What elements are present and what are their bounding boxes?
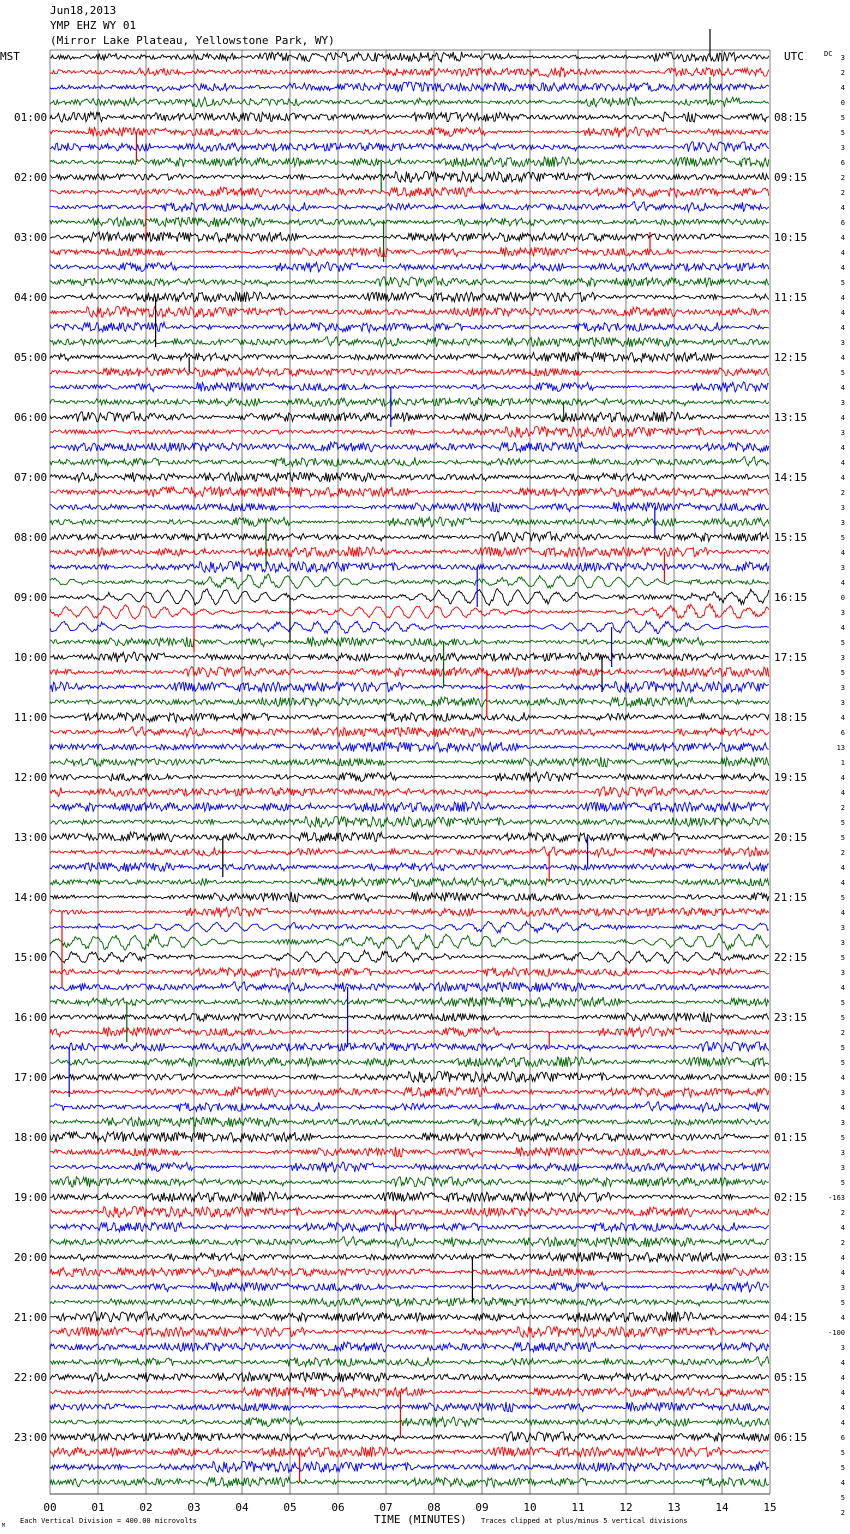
dc-offset: 5 — [840, 954, 845, 962]
x-tick-label: 15 — [763, 1501, 777, 1514]
dc-offset: 5 — [840, 279, 845, 287]
dc-offset: 3 — [840, 429, 845, 437]
trace-row-51 — [50, 817, 769, 828]
dc-offset: 4 — [840, 444, 845, 452]
mst-hour-labels — [14, 111, 47, 1444]
trace-row-64 — [50, 1012, 769, 1022]
utc-hour-label: 01:15 — [774, 1131, 808, 1144]
x-tick-label: 00 — [43, 1501, 57, 1514]
utc-hour-label: 09:15 — [774, 171, 808, 184]
trace-row-77 — [50, 1207, 769, 1218]
dc-offset: 4 — [840, 1314, 845, 1322]
utc-hour-label: 17:15 — [774, 651, 808, 664]
x-tick-label: 11 — [571, 1501, 585, 1514]
dc-offset: 4 — [840, 1419, 845, 1427]
dc-offset: 5 — [840, 1179, 845, 1187]
x-tick-label: 05 — [283, 1501, 297, 1514]
trace-row-22 — [50, 382, 769, 392]
x-tick-label: 07 — [379, 1501, 393, 1514]
utc-hour-label: 12:15 — [774, 351, 808, 364]
utc-label: UTC — [784, 50, 804, 63]
trace-row-70 — [50, 1102, 769, 1112]
x-tick-label: 10 — [523, 1501, 537, 1514]
dc-offset: 5 — [840, 1464, 845, 1472]
mst-hour-label: 02:00 — [14, 171, 48, 184]
trace-row-67 — [50, 1057, 769, 1067]
dc-offset: 4 — [840, 354, 845, 362]
dc-offset: 4 — [840, 384, 845, 392]
trace-row-36 — [50, 589, 769, 606]
dc-offset: 4 — [840, 714, 845, 722]
trace-row-68 — [50, 1072, 769, 1083]
mst-hour-label: 14:00 — [14, 891, 48, 904]
station-location: (Mirror Lake Plateau, Yellowstone Park, WY) — [50, 34, 335, 47]
dc-offset: 5 — [840, 639, 845, 647]
x-tick-label: 01 — [91, 1501, 105, 1514]
trace-row-32 — [50, 532, 769, 542]
dc-offset: 3 — [840, 54, 845, 62]
trace-row-61 — [50, 967, 769, 977]
trace-row-7 — [50, 157, 769, 167]
dc-offset: 3 — [840, 654, 845, 662]
dc-offset: 4 — [840, 984, 845, 992]
dc-offset: 3 — [840, 564, 845, 572]
dc-offset: 4 — [840, 1254, 845, 1262]
x-tick-label: 03 — [187, 1501, 201, 1514]
dc-offset: 5 — [840, 114, 845, 122]
utc-hour-label: 14:15 — [774, 471, 808, 484]
dc-offset: 5 — [840, 834, 845, 842]
dc-offset: 4 — [840, 474, 845, 482]
mst-hour-label: 06:00 — [14, 411, 48, 424]
dc-offset: 5 — [840, 1494, 845, 1502]
x-tick-label: 12 — [619, 1501, 633, 1514]
station-code: YMP EHZ WY 01 — [50, 19, 137, 32]
trace-row-50 — [50, 802, 769, 812]
dc-offset: 3 — [840, 1164, 845, 1172]
dc-offset: 4 — [840, 324, 845, 332]
trace-row-69 — [50, 1087, 769, 1097]
dc-offset: 0 — [840, 99, 845, 107]
mst-hour-label: 07:00 — [14, 471, 48, 484]
dc-offset: 2 — [840, 849, 845, 857]
trace-row-86 — [50, 1342, 769, 1352]
trace-row-79 — [50, 1237, 769, 1247]
dc-offset: 4 — [840, 264, 845, 272]
mst-hour-label: 08:00 — [14, 531, 48, 544]
dc-offset: 3 — [840, 144, 845, 152]
mst-hour-label: 19:00 — [14, 1191, 48, 1204]
trace-row-95 — [50, 1477, 769, 1487]
dc-offset: 2 — [840, 69, 845, 77]
trace-row-16 — [50, 292, 769, 302]
trace-row-28 — [50, 472, 769, 482]
dc-offset: 5 — [840, 1044, 845, 1052]
trace-row-39 — [50, 637, 769, 647]
utc-hour-label: 19:15 — [774, 771, 808, 784]
dc-offset: 4 — [840, 459, 845, 467]
utc-hour-label: 02:15 — [774, 1191, 808, 1204]
x-axis-title: TIME (MINUTES) — [374, 1513, 467, 1526]
dc-offset: 5 — [840, 369, 845, 377]
trace-row-33 — [50, 547, 769, 557]
dc-offset: 3 — [840, 1149, 845, 1157]
mst-hour-label: 01:00 — [14, 111, 48, 124]
dc-offset: 3 — [840, 1089, 845, 1097]
dc-offset: 6 — [840, 219, 845, 227]
dc-offset: 1 — [840, 759, 845, 767]
dc-offset: 3 — [840, 684, 845, 692]
dc-offset: 2 — [840, 174, 845, 182]
trace-row-24 — [50, 412, 769, 422]
dc-offset: 4 — [840, 1104, 845, 1112]
mst-hour-label: 21:00 — [14, 1311, 48, 1324]
trace-row-37 — [50, 604, 769, 619]
dc-offset: 5 — [840, 1014, 845, 1022]
trace-row-65 — [50, 1027, 769, 1037]
mst-hour-label: 12:00 — [14, 771, 48, 784]
dc-offset: 4 — [840, 1404, 845, 1412]
trace-row-87 — [50, 1357, 769, 1367]
mst-hour-label: 10:00 — [14, 651, 48, 664]
dc-offset: 4 — [840, 249, 845, 257]
dc-offset: 2 — [840, 1239, 845, 1247]
clip-note: Traces clipped at plus/minus 5 vertical divisions — [481, 1517, 688, 1525]
dc-offset: 3 — [840, 504, 845, 512]
mst-hour-label: 22:00 — [14, 1371, 48, 1384]
trace-row-84 — [50, 1312, 769, 1322]
dc-offset: 3 — [840, 609, 845, 617]
dc-offset: 13 — [836, 744, 845, 752]
trace-row-52 — [50, 832, 769, 842]
trace-row-76 — [50, 1192, 769, 1202]
dc-offset: 4 — [840, 1389, 845, 1397]
trace-row-23 — [50, 398, 769, 406]
dc-offset: 4 — [840, 1359, 845, 1367]
dc-offset: 4 — [840, 309, 845, 317]
trace-row-93 — [50, 1447, 769, 1457]
trace-row-5 — [50, 127, 769, 137]
utc-hour-label: 21:15 — [774, 891, 808, 904]
dc-offset: 6 — [840, 159, 845, 167]
trace-row-25 — [50, 427, 769, 438]
trace-row-17 — [50, 307, 769, 318]
trace-row-80 — [50, 1252, 769, 1262]
trace-row-83 — [50, 1298, 769, 1306]
trace-row-29 — [50, 487, 769, 497]
dc-header: DC — [824, 50, 833, 58]
utc-hour-label: 22:15 — [774, 951, 808, 964]
x-tick-label: 09 — [475, 1501, 489, 1514]
trace-row-88 — [50, 1372, 769, 1382]
dc-offset: 5 — [840, 1059, 845, 1067]
dc-offset: 4 — [840, 204, 845, 212]
trace-row-66 — [50, 1042, 769, 1052]
trace-row-13 — [50, 247, 769, 257]
trace-row-38 — [50, 621, 769, 634]
dc-offset: 3 — [840, 1344, 845, 1352]
mst-hour-label: 16:00 — [14, 1011, 48, 1024]
trace-row-1 — [50, 67, 769, 78]
mst-hour-label: 18:00 — [14, 1131, 48, 1144]
dc-offset: 3 — [840, 939, 845, 947]
trace-row-30 — [50, 502, 769, 512]
utc-hour-label: 13:15 — [774, 411, 808, 424]
trace-row-11 — [50, 218, 769, 228]
dc-offset: 4 — [840, 414, 845, 422]
dc-offset: -163 — [828, 1194, 845, 1202]
trace-row-82 — [50, 1282, 769, 1292]
dc-offset: 4 — [840, 579, 845, 587]
trace-row-42 — [50, 682, 769, 693]
trace-row-60 — [50, 950, 769, 963]
dc-offset: 4 — [840, 789, 845, 797]
trace-row-0 — [50, 52, 769, 62]
scale-note: Each Vertical Division = 400.00 microvolts — [20, 1517, 198, 1525]
dc-offset: 4 — [840, 1074, 845, 1082]
trace-row-73 — [50, 1147, 769, 1157]
trace-row-4 — [50, 112, 769, 122]
utc-hour-label: 10:15 — [774, 231, 808, 244]
trace-row-94 — [50, 1462, 769, 1473]
dc-offset: 2 — [840, 1509, 845, 1517]
utc-hour-label: 23:15 — [774, 1011, 808, 1024]
trace-row-45 — [50, 727, 769, 737]
dc-offset: 2 — [840, 1029, 845, 1037]
utc-hour-label: 15:15 — [774, 531, 808, 544]
dc-offset: 2 — [840, 489, 845, 497]
trace-row-8 — [50, 172, 769, 183]
trace-row-78 — [50, 1222, 769, 1232]
utc-hour-label: 06:15 — [774, 1431, 808, 1444]
dc-offset: 4 — [840, 234, 845, 242]
utc-hour-label: 16:15 — [774, 591, 808, 604]
dc-offset: 5 — [840, 819, 845, 827]
utc-hour-label: 04:15 — [774, 1311, 808, 1324]
x-tick-label: 13 — [667, 1501, 681, 1514]
trace-row-72 — [50, 1132, 769, 1142]
dc-offset: 5 — [840, 999, 845, 1007]
mst-hour-label: 13:00 — [14, 831, 48, 844]
chart-date: Jun18,2013 — [50, 4, 117, 17]
mst-hour-label: 04:00 — [14, 291, 48, 304]
trace-row-49 — [50, 787, 769, 797]
dc-offset: 6 — [840, 729, 845, 737]
trace-row-74 — [50, 1162, 769, 1172]
x-tick-label: 14 — [715, 1501, 729, 1514]
trace-row-44 — [50, 712, 769, 722]
trace-row-71 — [50, 1118, 769, 1128]
dc-offset: 5 — [840, 894, 845, 902]
utc-hour-label: 05:15 — [774, 1371, 808, 1384]
dc-offset: 4 — [840, 1374, 845, 1382]
dc-offset: 4 — [840, 774, 845, 782]
trace-row-40 — [50, 652, 769, 662]
utc-hour-label: 11:15 — [774, 291, 808, 304]
trace-row-14 — [50, 262, 769, 272]
trace-row-6 — [50, 142, 769, 152]
trace-row-9 — [50, 187, 769, 197]
trace-row-90 — [50, 1402, 769, 1412]
utc-hour-label: 18:15 — [774, 711, 808, 724]
dc-offset: 5 — [840, 534, 845, 542]
mst-hour-label: 05:00 — [14, 351, 48, 364]
trace-row-46 — [50, 742, 769, 752]
dc-offset-labels — [828, 54, 845, 1517]
trace-row-18 — [50, 322, 769, 332]
x-tick-label: 04 — [235, 1501, 249, 1514]
trace-row-48 — [50, 772, 769, 782]
trace-row-20 — [50, 352, 769, 362]
trace-row-47 — [50, 757, 769, 767]
trace-row-63 — [50, 997, 769, 1007]
mst-hour-label: 17:00 — [14, 1071, 48, 1084]
trace-row-31 — [50, 517, 769, 527]
dc-offset: 4 — [840, 1479, 845, 1487]
mst-hour-label: 23:00 — [14, 1431, 48, 1444]
x-tick-label: 02 — [139, 1501, 153, 1514]
mst-hour-label: 09:00 — [14, 591, 48, 604]
dc-offset: 5 — [840, 1449, 845, 1457]
dc-offset: 3 — [840, 339, 845, 347]
dc-offset: 6 — [840, 1434, 845, 1442]
dc-offset: 3 — [840, 969, 845, 977]
x-tick-label: 08 — [427, 1501, 441, 1514]
dc-offset: 4 — [840, 84, 845, 92]
mst-hour-label: 15:00 — [14, 951, 48, 964]
trace-row-81 — [50, 1268, 769, 1277]
trace-rows — [50, 52, 769, 1488]
trace-row-3 — [50, 97, 769, 107]
dc-offset: 4 — [840, 549, 845, 557]
utc-hour-label: 08:15 — [774, 111, 808, 124]
trace-row-35 — [50, 574, 769, 589]
trace-row-56 — [50, 892, 769, 902]
dc-offset: 0 — [840, 594, 845, 602]
dc-offset: 4 — [840, 624, 845, 632]
trace-row-19 — [50, 337, 769, 347]
trace-row-62 — [50, 982, 769, 992]
dc-offset: 4 — [840, 909, 845, 917]
dc-offset: 2 — [840, 1209, 845, 1217]
mst-hour-label: 03:00 — [14, 231, 48, 244]
dc-offset: 5 — [840, 129, 845, 137]
mst-hour-label: 11:00 — [14, 711, 48, 724]
trace-row-85 — [50, 1327, 769, 1338]
mst-hour-label: 20:00 — [14, 1251, 48, 1264]
trace-row-26 — [50, 442, 769, 452]
corner-mark: M — [2, 1523, 6, 1529]
dc-offset: 5 — [840, 1134, 845, 1142]
dc-offset: 3 — [840, 399, 845, 407]
trace-row-92 — [50, 1432, 769, 1442]
dc-offset: 3 — [840, 519, 845, 527]
utc-hour-label: 00:15 — [774, 1071, 808, 1084]
trace-row-53 — [50, 847, 769, 857]
dc-offset: 5 — [840, 1299, 845, 1307]
trace-row-15 — [50, 277, 769, 287]
trace-row-34 — [50, 562, 769, 573]
trace-row-89 — [50, 1387, 769, 1397]
dc-offset: 4 — [840, 294, 845, 302]
dc-offset: 2 — [840, 804, 845, 812]
utc-hour-label: 03:15 — [774, 1251, 808, 1264]
trace-row-58 — [50, 921, 769, 933]
dc-offset: 3 — [840, 699, 845, 707]
dc-offset: 5 — [840, 669, 845, 677]
trace-row-59 — [50, 934, 769, 950]
trace-row-12 — [50, 232, 769, 242]
trace-row-54 — [50, 863, 769, 873]
trace-row-75 — [50, 1177, 769, 1187]
dc-offset: 3 — [840, 924, 845, 932]
dc-offset: 3 — [840, 1119, 845, 1127]
utc-hour-label: 20:15 — [774, 831, 808, 844]
trace-row-57 — [50, 907, 769, 917]
trace-row-10 — [50, 202, 769, 212]
dc-offset: -100 — [828, 1329, 845, 1337]
dc-offset: 2 — [840, 189, 845, 197]
trace-row-2 — [50, 82, 769, 92]
trace-row-41 — [50, 667, 769, 677]
trace-row-91 — [50, 1417, 769, 1427]
trace-row-27 — [50, 457, 769, 467]
dc-offset: 3 — [840, 1284, 845, 1292]
mst-label: MST — [0, 50, 20, 63]
trace-row-43 — [50, 697, 769, 707]
utc-hour-labels — [774, 111, 807, 1444]
dc-offset: 4 — [840, 864, 845, 872]
x-tick-label: 06 — [331, 1501, 345, 1514]
dc-offset: 4 — [840, 1224, 845, 1232]
trace-row-55 — [50, 878, 769, 887]
dc-offset: 4 — [840, 879, 845, 887]
dc-offset: 4 — [840, 1269, 845, 1277]
trace-row-21 — [50, 368, 769, 377]
